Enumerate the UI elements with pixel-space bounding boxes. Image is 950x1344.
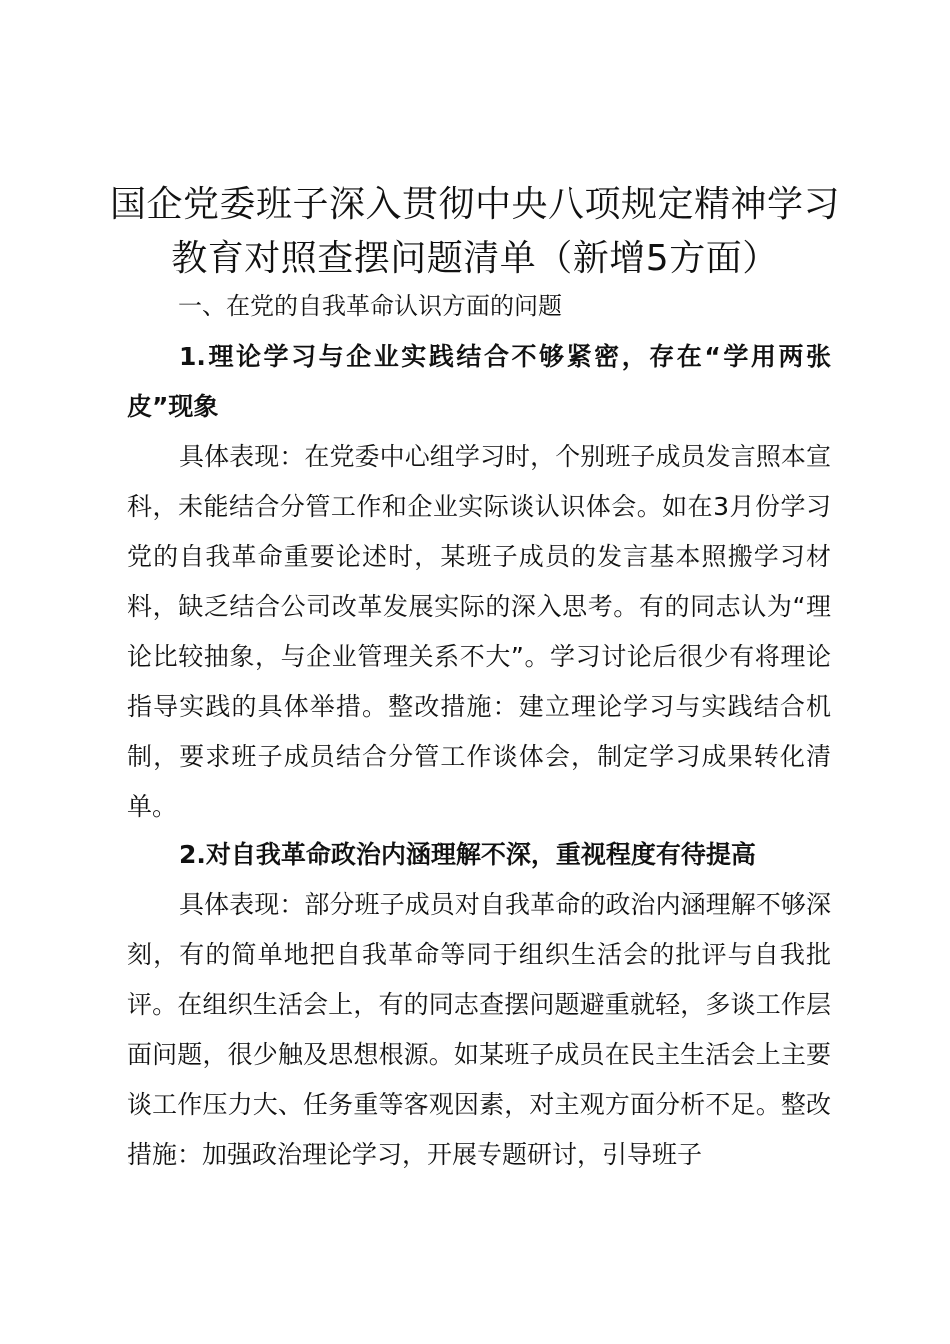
item-2-title: 2.对自我革命政治内涵理解不深，重视程度有待提高 xyxy=(179,840,756,869)
section-heading: 一、在党的自我革命认识方面的问题 xyxy=(178,292,562,320)
item-2-body: 具体表现：部分班子成员对自我革命的政治内涵理解不够深刻，有的简单地把自我革命等同于组织生活会的批评与自我批评。在组织生活会上，有的同志查摆问题避重就轻，多谈工作层面问题，很少触及思想根源。如某班子成员在民主生活会上主要谈工作压力大、任务重等客观因素，对主观方面分析不足。整改措施：加强政治理论学习，开展专题研讨，引导班子 xyxy=(127,890,831,1169)
item-1-title: 1.理论学习与企业实践结合不够紧密，存在“学用两张皮”现象 xyxy=(127,342,831,421)
item-1-body: 具体表现：在党委中心组学习时，个别班子成员发言照本宣科，未能结合分管工作和企业实际谈认识体会。如在3月份学习党的自我革命重要论述时，某班子成员的发言基本照搬学习材料，缺乏结合公司改革发展实际的深入思考。有的同志认为“理论比较抽象，与企业管理关系不大”。学习讨论后很少有将理论指导实践的具体举措。整改措施：建立理论学习与实践结合机制，要求班子成员结合分管工作谈体会，制定学习成果转化清单。 xyxy=(127,442,831,821)
document-title: 国企党委班子深入贯彻中央八项规定精神学习教育对照查摆问题清单（新增5方面） xyxy=(110,184,841,279)
